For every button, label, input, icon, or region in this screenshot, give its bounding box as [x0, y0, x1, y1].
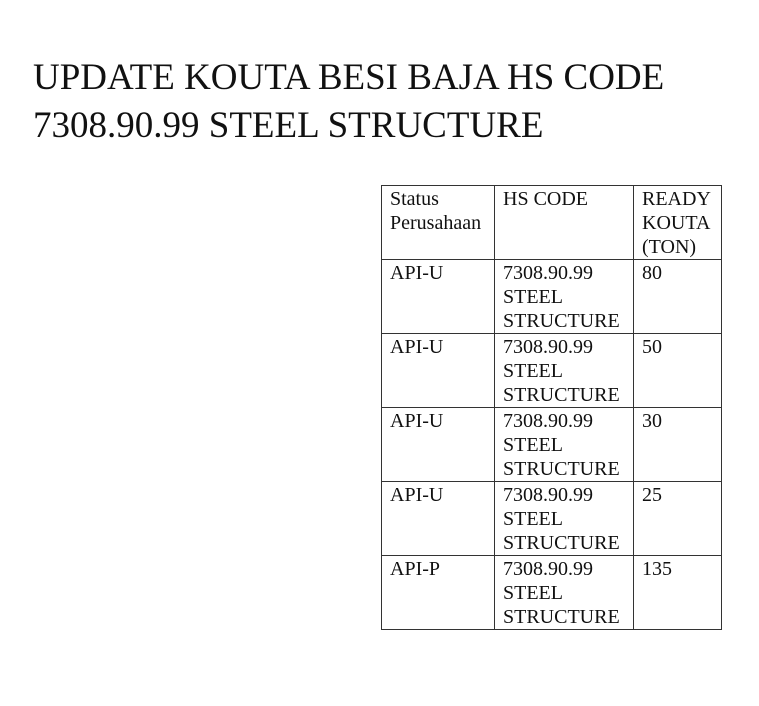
cell-status: API-U	[382, 334, 495, 408]
quota-table	[381, 185, 722, 630]
cell-kouta: 25	[634, 482, 722, 556]
table-row	[382, 408, 722, 482]
cell-kouta: 30	[634, 408, 722, 482]
header-hs-code: HS CODE	[495, 186, 634, 260]
cell-status: API-U	[382, 408, 495, 482]
cell-hs-code: 7308.90.99 STEEL STRUCTURE	[495, 334, 634, 408]
cell-kouta: 50	[634, 334, 722, 408]
table-row	[382, 334, 722, 408]
cell-status: API-P	[382, 556, 495, 630]
page-title: UPDATE KOUTA BESI BAJA HS CODE 7308.90.99 STEEL STRUCTURE	[33, 57, 665, 146]
table-row	[382, 260, 722, 334]
table-header-row	[382, 186, 722, 260]
cell-kouta: 80	[634, 260, 722, 334]
cell-hs-code: 7308.90.99 STEEL STRUCTURE	[495, 482, 634, 556]
cell-hs-code: 7308.90.99 STEEL STRUCTURE	[495, 556, 634, 630]
table-row	[382, 556, 722, 630]
header-ready-kouta: READY KOUTA (TON)	[634, 186, 722, 260]
cell-hs-code: 7308.90.99 STEEL STRUCTURE	[495, 408, 634, 482]
table-row	[382, 482, 722, 556]
cell-hs-code: 7308.90.99 STEEL STRUCTURE	[495, 260, 634, 334]
header-status: Status Perusahaan	[382, 186, 495, 260]
cell-status: API-U	[382, 482, 495, 556]
cell-kouta: 135	[634, 556, 722, 630]
cell-status: API-U	[382, 260, 495, 334]
